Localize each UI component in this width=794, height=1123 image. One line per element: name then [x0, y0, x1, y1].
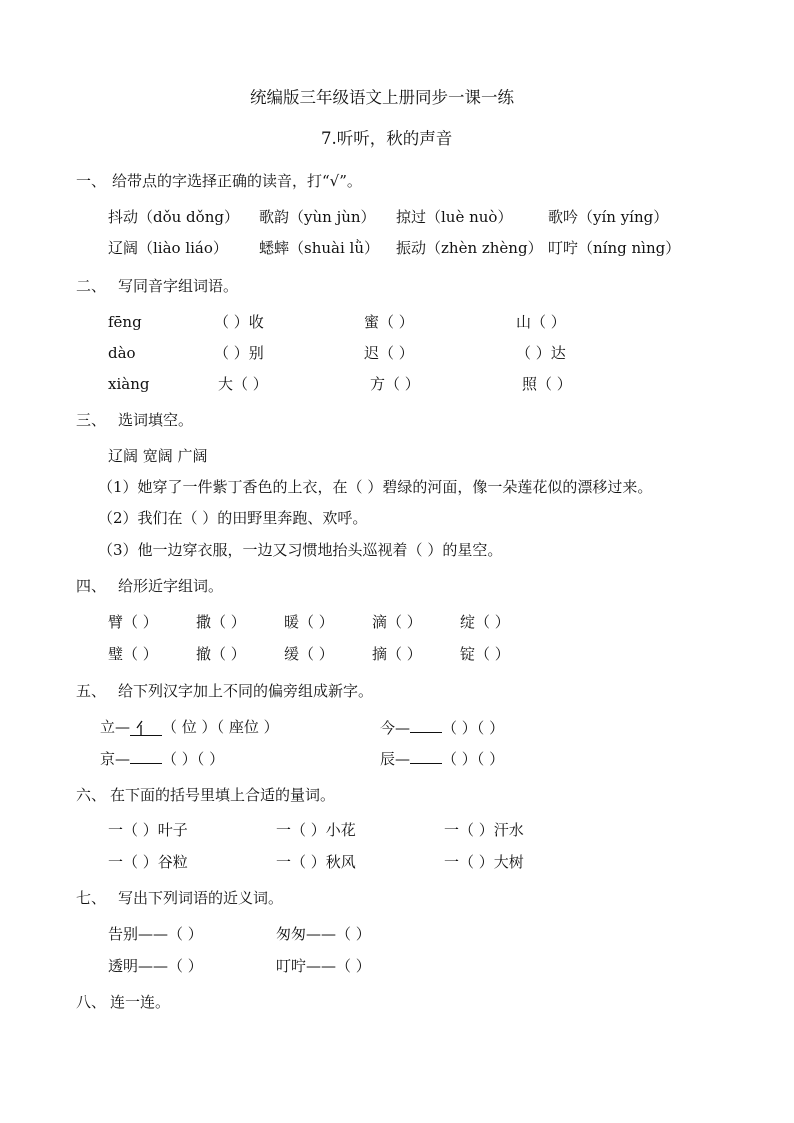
radical-row [100, 718, 279, 736]
section-6-number: 六、 [76, 786, 107, 804]
answer-paren: （ ） [442, 719, 477, 737]
answer-paren: （ 位 ） [162, 718, 217, 736]
similar-char-item: 摘（ ） [372, 645, 422, 663]
section-7-heading: 写出下列词语的近义词。 [118, 889, 284, 907]
measure-word-item: 一（ ）大树 [444, 853, 524, 871]
answer-paren: （ 座位 ） [216, 718, 279, 736]
radical-blank [410, 718, 442, 733]
pinyin-choice-item: 歌韵（yùn jùn） [259, 208, 376, 226]
fill-blank-item: 迟（ ） [364, 344, 414, 362]
fill-blank-item: 蜜（ ） [364, 313, 414, 331]
radical-blank [410, 749, 442, 764]
section-7-number: 七、 [76, 889, 107, 907]
base-char: 辰— [380, 750, 411, 768]
answer-paren: （ ） [162, 750, 197, 768]
section-8-heading: 连一连。 [110, 993, 171, 1011]
fill-blank-item: 照（ ） [522, 375, 572, 393]
fill-blank-item: （ ）收 [214, 313, 264, 331]
pinyin-choice-item: 叮咛（níng nìng） [548, 239, 681, 257]
pinyin-choice-item: 振动（zhèn zhèng） [396, 239, 543, 257]
answer-paren: （ ） [476, 719, 505, 737]
radical-row [380, 718, 504, 737]
similar-char-item: 臂（ ） [108, 613, 158, 631]
base-char: 立— [100, 718, 131, 736]
similar-char-item: 暖（ ） [284, 613, 334, 631]
section-2-heading: 写同音字组词语。 [118, 277, 239, 295]
synonym-item: 透明——（ ） [108, 957, 203, 975]
answer-paren: （ ） [196, 750, 225, 768]
page-title: 统编版三年级语文上册同步一课一练 [250, 88, 514, 107]
answer-paren: （ ） [476, 750, 505, 768]
section-6-heading: 在下面的括号里填上合适的量词。 [110, 786, 336, 804]
pinyin-choice-item: 辽阔（liào liáo） [108, 239, 228, 257]
radical-row [380, 749, 504, 768]
pinyin-label: xiàng [108, 375, 150, 393]
section-8-number: 八、 [76, 993, 107, 1011]
pinyin-choice-item: 蟋蟀（shuài lǜ） [259, 239, 379, 257]
base-char: 今— [380, 719, 411, 737]
pinyin-choice-item: 歌吟（yín yíng） [548, 208, 669, 226]
measure-word-item: 一（ ）汗水 [444, 821, 524, 839]
section-5-heading: 给下列汉字加上不同的偏旁组成新字。 [118, 682, 374, 700]
section-1-heading: 给带点的字选择正确的读音，打“√”。 [112, 172, 362, 190]
similar-char-item: 撒（ ） [196, 613, 246, 631]
fill-blank-item: （ ）达 [516, 344, 566, 362]
pinyin-label: dào [108, 344, 136, 362]
measure-word-item: 一（ ）小花 [276, 821, 356, 839]
measure-word-item: 一（ ）秋风 [276, 853, 356, 871]
answer-paren: （ ） [442, 750, 477, 768]
section-3-heading: 选词填空。 [118, 411, 194, 429]
similar-char-item: 缓（ ） [284, 645, 334, 663]
radical-stroke-icon [130, 719, 162, 735]
measure-word-item: 一（ ）谷粒 [108, 853, 188, 871]
base-char: 京— [100, 750, 131, 768]
section-4-number: 四、 [76, 577, 107, 595]
section-5-number: 五、 [76, 682, 107, 700]
similar-char-item: 滴（ ） [372, 613, 422, 631]
fill-blank-item: （ ）别 [214, 344, 264, 362]
word-bank: 辽阔 宽阔 广阔 [108, 447, 208, 465]
sentence-item: （3）他一边穿衣服，一边又习惯地抬头巡视着（ ）的星空。 [98, 541, 503, 559]
synonym-item: 匆匆——（ ） [276, 925, 371, 943]
synonym-item: 叮咛——（ ） [276, 957, 371, 975]
similar-char-item: 撤（ ） [196, 645, 246, 663]
sentence-item: （1）她穿了一件紫丁香色的上衣，在（ ）碧绿的河面，像一朵莲花似的漂移过来。 [98, 478, 653, 496]
section-4-heading: 给形近字组词。 [118, 577, 224, 595]
section-2-number: 二、 [76, 277, 107, 295]
similar-char-item: 璧（ ） [108, 645, 158, 663]
radical-blank [130, 719, 162, 736]
measure-word-item: 一（ ）叶子 [108, 821, 188, 839]
fill-blank-item: 大（ ） [218, 375, 268, 393]
synonym-item: 告别——（ ） [108, 925, 203, 943]
similar-char-item: 锭（ ） [460, 645, 510, 663]
radical-row [100, 749, 224, 768]
similar-char-item: 绽（ ） [460, 613, 510, 631]
pinyin-choice-item: 抖动（dǒu dǒng） [108, 208, 239, 226]
fill-blank-item: 山（ ） [516, 313, 566, 331]
sentence-item: （2）我们在（ ）的田野里奔跑、欢呼。 [98, 509, 368, 527]
pinyin-label: fēng [108, 313, 142, 331]
fill-blank-item: 方（ ） [370, 375, 420, 393]
section-1-number: 一、 [76, 172, 107, 190]
lesson-title: 7.听听，秋的声音 [321, 129, 453, 148]
pinyin-choice-item: 掠过（luè nuò） [396, 208, 513, 226]
radical-blank [130, 749, 162, 764]
section-3-number: 三、 [76, 411, 107, 429]
